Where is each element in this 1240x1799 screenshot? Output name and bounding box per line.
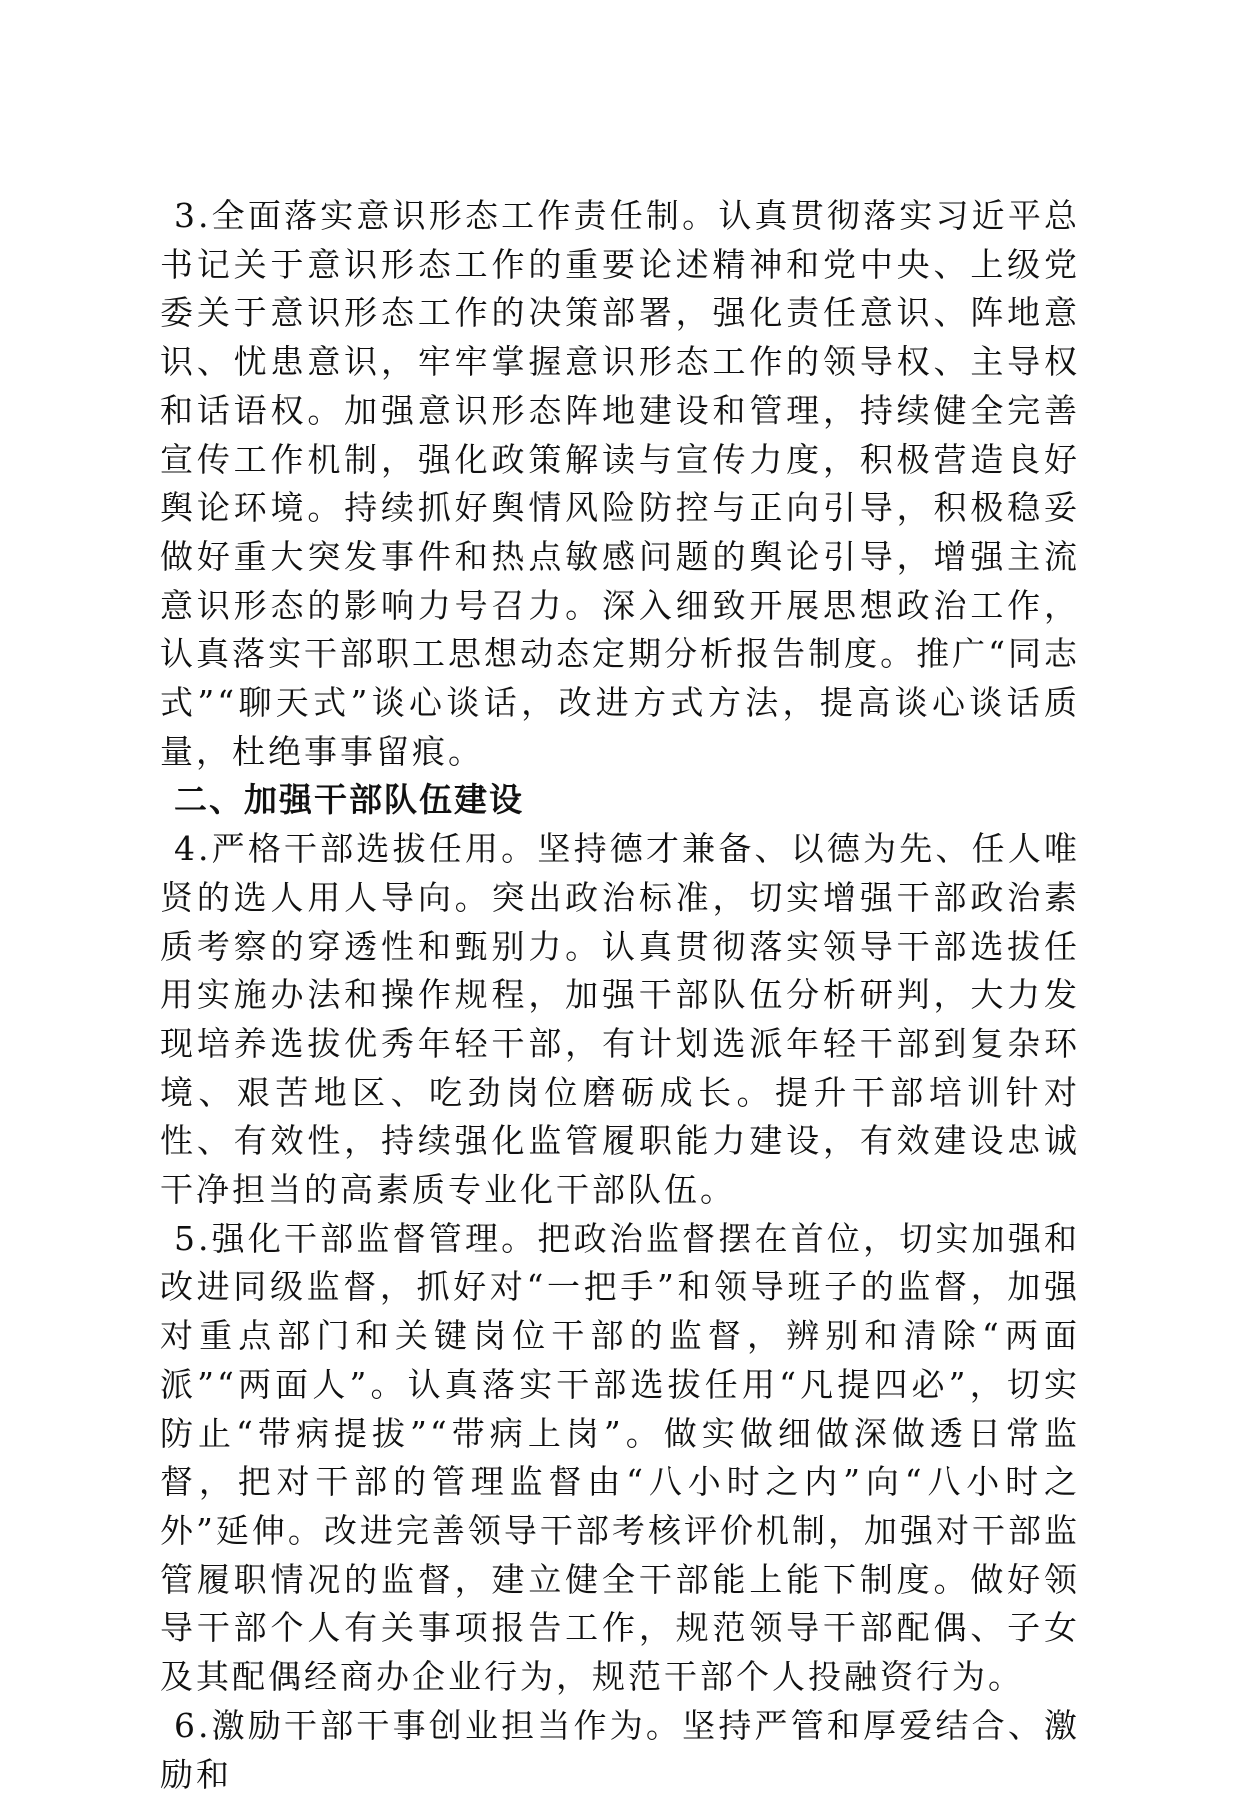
paragraph-3 (160, 192, 1080, 776)
section-heading: 二、加强干部队伍建设 (174, 780, 524, 820)
paragraph-5-lead: 5.强化干部监督管理。 (174, 1218, 538, 1258)
paragraph-4-lead: 4.严格干部选拔任用。 (174, 829, 538, 869)
paragraph-3-body: 认真贯彻落实习近平总书记关于意识形态工作的重要论述精神和党中央、上级党委关于意识形态工作的决策部署，强化责任意识、阵地意识、忧患意识，牢牢掌握意识形态工作的领导权、主导权和话语权。加强意识形态阵地建设和管理，持续健全完善宣传工作机制，强化政策解读与宣传力度，积极营造良好舆论环境。持续抓好舆情风险防控与正向引导，积极稳妥做好重大突发事件和热点敏感问题的舆论引导，增强主流意识形态的影响力号召力。深入细致开展思想政治工作，认真落实干部职工思想动态定期分析报告制度。推广“同志式”“聊天式”谈心谈话，改进方式方法，提高谈心谈话质量，杜绝事事留痕。 (160, 196, 1080, 771)
paragraph-6-body: 坚持严管和厚爱结合、激励和 (160, 1705, 1080, 1794)
paragraph-4-body: 坚持德才兼备、以德为先、任人唯贤的选人用人导向。突出政治标准，切实增强干部政治素质考察的穿透性和甄别力。认真贯彻落实领导干部选拔任用实施办法和操作规程，加强干部队伍分析研判，大力发现培养选拔优秀年轻干部，有计划选派年轻干部到复杂环境、艰苦地区、吃劲岗位磨砺成长。提升干部培训针对性、有效性，持续强化监管履职能力建设，有效建设忠诚干净担当的高素质专业化干部队伍。 (160, 829, 1080, 1210)
paragraph-5-body: 把政治监督摆在首位，切实加强和改进同级监督，抓好对“一把手”和领导班子的监督，加强对重点部门和关键岗位干部的监督，辨别和清除“两面派”“两面人”。认真落实干部选拔任用“凡提四必”，切实防止“带病提拔”“带病上岗”。做实做细做深做透日常监督，把对干部的管理监督由“八小时之内”向“八小时之外”延伸。改进完善领导干部考核评价机制，加强对干部监管履职情况的监督，建立健全干部能上能下制度。做好领导干部个人有关事项报告工作，规范领导干部配偶、子女及其配偶经商办企业行为，规范干部个人投融资行为。 (160, 1218, 1080, 1697)
paragraph-6 (160, 1702, 1080, 1799)
document-page (160, 192, 1080, 1799)
paragraph-3-lead: 3.全面落实意识形态工作责任制。 (174, 196, 719, 235)
paragraph-6-lead: 6.激励干部干事创业担当作为。 (174, 1705, 683, 1745)
paragraph-5 (160, 1215, 1080, 1702)
paragraph-4 (160, 825, 1080, 1215)
